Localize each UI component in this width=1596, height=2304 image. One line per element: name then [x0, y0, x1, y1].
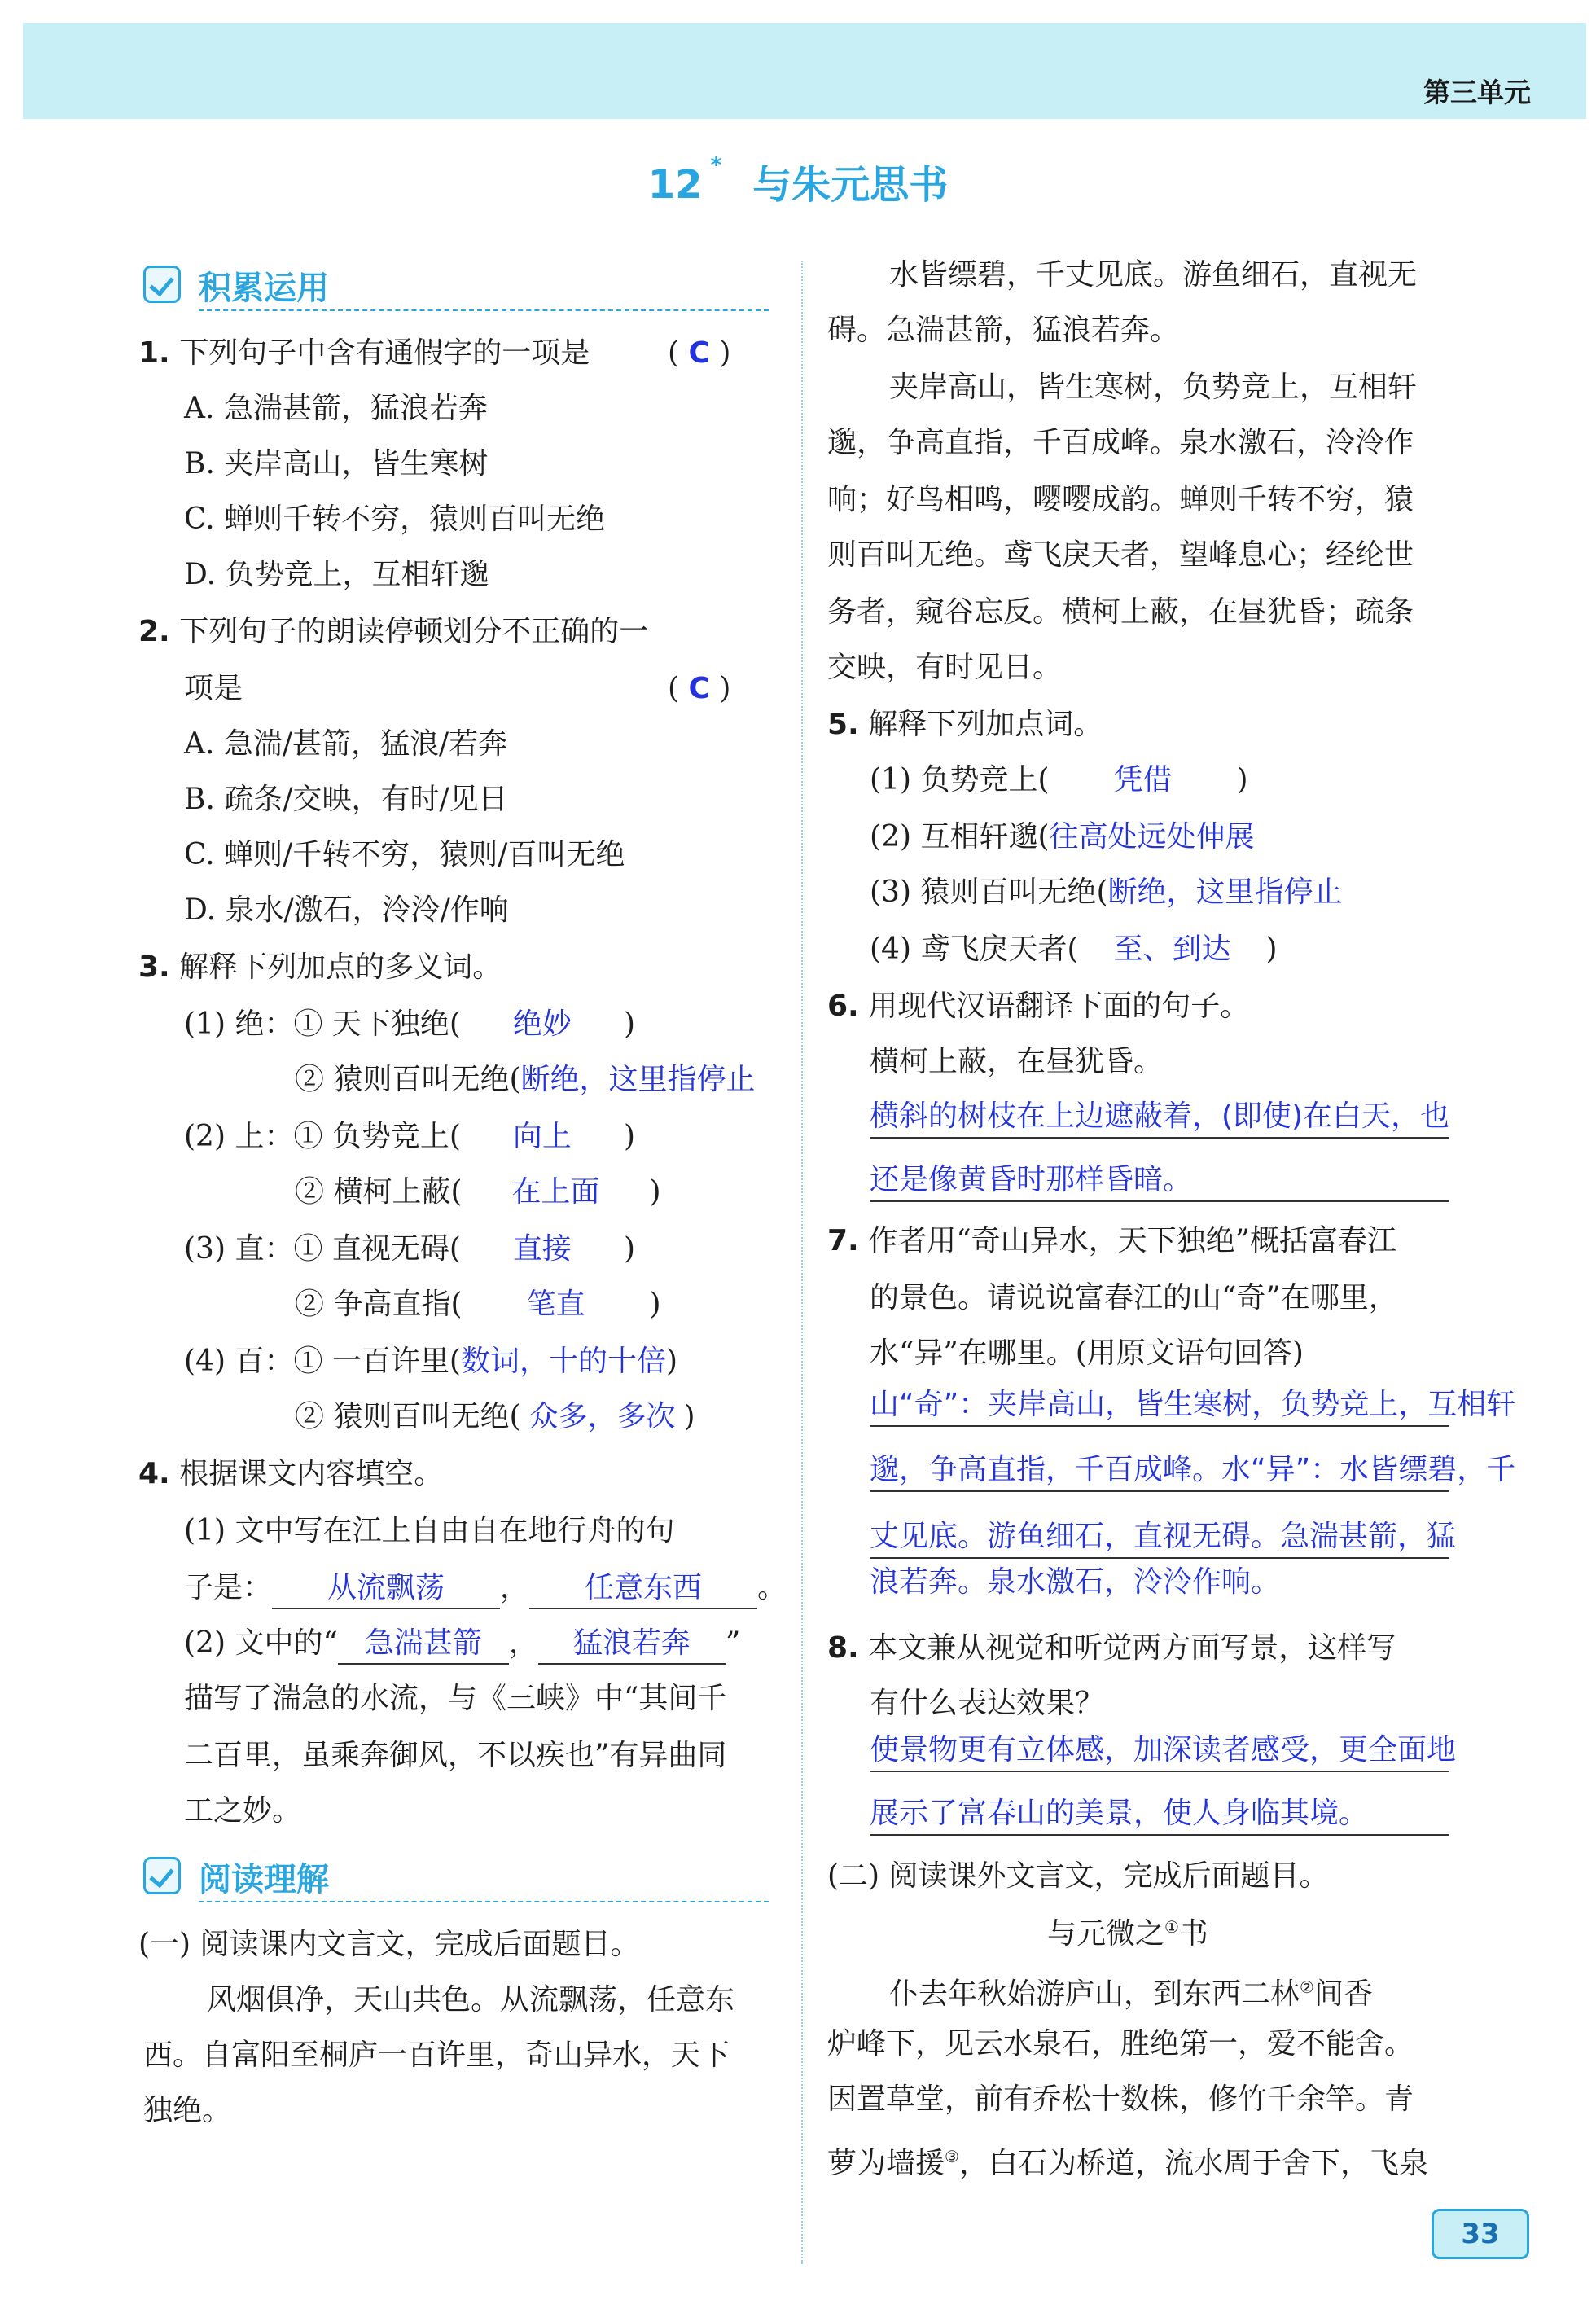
q6-answer-line2: 还是像黄昏时那样昏暗。	[870, 1160, 1449, 1202]
q5-row: (2) 互相轩邈(往高处远处伸展	[870, 820, 1255, 854]
q7-answer-line: 山“奇”：夹岸高山，皆生寒树，负势竞上，互相轩	[870, 1385, 1449, 1427]
q2-answer: ( C )	[668, 672, 731, 705]
q6-stem: 6. 用现代汉语翻译下面的句子。	[827, 990, 1250, 1023]
passage-line: 碍。急湍甚箭，猛浪若奔。	[827, 314, 1180, 347]
section-title: 阅读理解	[199, 1861, 329, 1898]
q3-row: (4) 百：① 一百许里(数词，十的十倍)	[184, 1345, 677, 1378]
q2-option-d: D. 泉水/激石，泠泠/作响	[184, 893, 509, 927]
passage-line: 西。自富阳至桐庐一百许里，奇山异水，天下	[143, 2038, 730, 2072]
q2-option-a: A. 急湍/甚箭，猛浪/若奔	[184, 727, 508, 761]
q5-row: (1) 负势竞上( 凭借 )	[870, 763, 1248, 797]
passage-line: 水皆缥碧，千丈见底。游鱼细石，直视无	[889, 258, 1418, 292]
passage-line: 因置草堂，前有乔松十数株，修竹千余竿。青	[827, 2082, 1414, 2116]
q4-part1: (1) 文中写在江上自由自在地行舟的句	[184, 1514, 675, 1547]
passage-line: 独绝。	[143, 2094, 232, 2127]
passage-line: 响；好鸟相鸣，嘤嘤成韵。蝉则千转不穷，猿	[827, 483, 1414, 516]
q8-answer-line: 使景物更有立体感，加深读者感受，更全面地	[870, 1730, 1449, 1772]
q1-option-b: B. 夹岸高山，皆生寒树	[184, 447, 489, 481]
q2-stem-cont: 项是	[184, 672, 243, 705]
q4-part2-line2: 描写了湍急的水流，与《三峡》中“其间千	[184, 1682, 727, 1715]
q8-stem: 8. 本文兼从视觉和听觉两方面写景，这样写	[827, 1631, 1396, 1665]
q3-row: ② 横柯上蔽( 在上面 )	[295, 1175, 661, 1209]
q1-stem: 1. 下列句子中含有通假字的一项是	[138, 336, 590, 370]
q7-stem-cont: 的景色。请说说富春江的山“奇”在哪里，	[870, 1281, 1398, 1314]
q5-row: (4) 鸢飞戾天者( 至、到达 )	[870, 933, 1278, 966]
q7-stem-cont: 水“异”在哪里。(用原文语句回答)	[870, 1336, 1304, 1370]
passage-line: 务者，窥谷忘反。横柯上蔽，在昼犹昏；疏条	[827, 595, 1414, 629]
q6-answer-line1: 横斜的树枝在上边遮蔽着，(即使)在白天，也	[870, 1096, 1449, 1139]
q2-stem: 2. 下列句子的朗读停顿划分不正确的一	[138, 615, 649, 648]
part2-title: (二) 阅读课外文言文，完成后面题目。	[827, 1859, 1329, 1893]
unit-label: 第三单元	[1423, 77, 1531, 108]
q1-option-a: A. 急湍甚箭，猛浪若奔	[184, 392, 488, 425]
q3-row: ② 猿则百叫无绝(断绝，这里指停止	[295, 1063, 756, 1096]
section-divider	[199, 1901, 769, 1902]
q3-row: ② 争高直指( 笔直 )	[295, 1288, 661, 1321]
q4-part2-line4: 工之妙。	[184, 1794, 302, 1828]
q3-row: (3) 直：① 直视无碍( 直接 )	[184, 1232, 635, 1266]
q5-stem: 5. 解释下列加点词。	[827, 708, 1103, 741]
part1-title: (一) 阅读课内文言文，完成后面题目。	[138, 1928, 640, 1961]
q8-answer-line: 展示了富春山的美景，使人身临其境。	[870, 1793, 1449, 1836]
q6-sentence: 横柯上蔽，在昼犹昏。	[870, 1045, 1164, 1078]
passage-title: 与元微之①书	[1047, 1917, 1208, 1951]
q4-part1-blanks: 子是： 从流飘荡 ， 任意东西 。	[184, 1569, 787, 1609]
passage-line: 炉峰下，见云水泉石，胜绝第一，爱不能舍。	[827, 2027, 1414, 2060]
q2-option-b: B. 疏条/交映，有时/见日	[184, 783, 508, 816]
passage-line: 仆去年秋始游庐山，到东西二林②间香	[889, 1977, 1373, 2011]
q3-stem: 3. 解释下列加点的多义词。	[138, 950, 502, 984]
check-pencil-icon	[143, 266, 181, 303]
section-accumulation	[143, 262, 770, 308]
q8-stem-cont: 有什么表达效果？	[870, 1687, 1105, 1720]
section-divider	[199, 309, 769, 311]
column-divider	[801, 261, 803, 2264]
page-number: 33	[1432, 2209, 1529, 2259]
section-title: 积累运用	[199, 270, 329, 307]
passage-line: 交映，有时见日。	[827, 651, 1063, 684]
passage-line: 夹岸高山，皆生寒树，负势竞上，互相轩	[889, 371, 1418, 404]
passage-line: 邈，争高直指，千百成峰。泉水激石，泠泠作	[827, 426, 1414, 459]
q7-answer-line: 邈，争高直指，千百成峰。水“异”：水皆缥碧，千	[870, 1450, 1449, 1492]
section-reading	[143, 1854, 770, 1899]
q1-option-c: C. 蝉则千转不穷，猿则百叫无绝	[184, 502, 606, 536]
passage-line: 萝为墙援③，白石为桥道，流水周于舍下，飞泉	[827, 2147, 1428, 2180]
lesson-name: 与朱元思书	[752, 162, 949, 208]
q1-option-d: D. 负势竞上，互相轩邈	[184, 558, 489, 591]
header-band	[23, 23, 1586, 119]
check-pencil-icon	[143, 1857, 181, 1894]
lesson-number: 12	[647, 162, 703, 208]
q7-answer-line: 丈见底。游鱼细石，直视无碍。急湍甚箭，猛	[870, 1516, 1449, 1559]
passage-line: 则百叫无绝。鸢飞戾天者，望峰息心；经纶世	[827, 538, 1414, 572]
q3-row: (2) 上：① 负势竞上( 向上 )	[184, 1120, 635, 1153]
passage-line: 风烟俱净，天山共色。从流飘荡，任意东	[207, 1983, 735, 2017]
q7-stem: 7. 作者用“奇山异水，天下独绝”概括富春江	[827, 1224, 1396, 1257]
q3-row: (1) 绝：① 天下独绝( 绝妙 )	[184, 1007, 635, 1041]
q5-row: (3) 猿则百叫无绝(断绝，这里指停止	[870, 876, 1343, 909]
lesson-star: *	[710, 153, 722, 178]
q4-part2-blanks: (2) 文中的“ 急湍甚箭 ， 猛浪若奔 ”	[184, 1624, 740, 1665]
q1-answer: ( C )	[668, 336, 731, 370]
lesson-title	[0, 153, 1596, 209]
q4-stem: 4. 根据课文内容填空。	[138, 1457, 444, 1490]
q3-row: ② 猿则百叫无绝( 众多，多次 )	[295, 1400, 695, 1433]
q2-option-c: C. 蝉则/千转不穷，猿则/百叫无绝	[184, 838, 625, 871]
q4-part2-line3: 二百里，虽乘奔御风，不以疾也”有异曲同	[184, 1739, 727, 1772]
q7-answer-line: 浪若奔。泉水激石，泠泠作响。	[870, 1565, 1281, 1599]
